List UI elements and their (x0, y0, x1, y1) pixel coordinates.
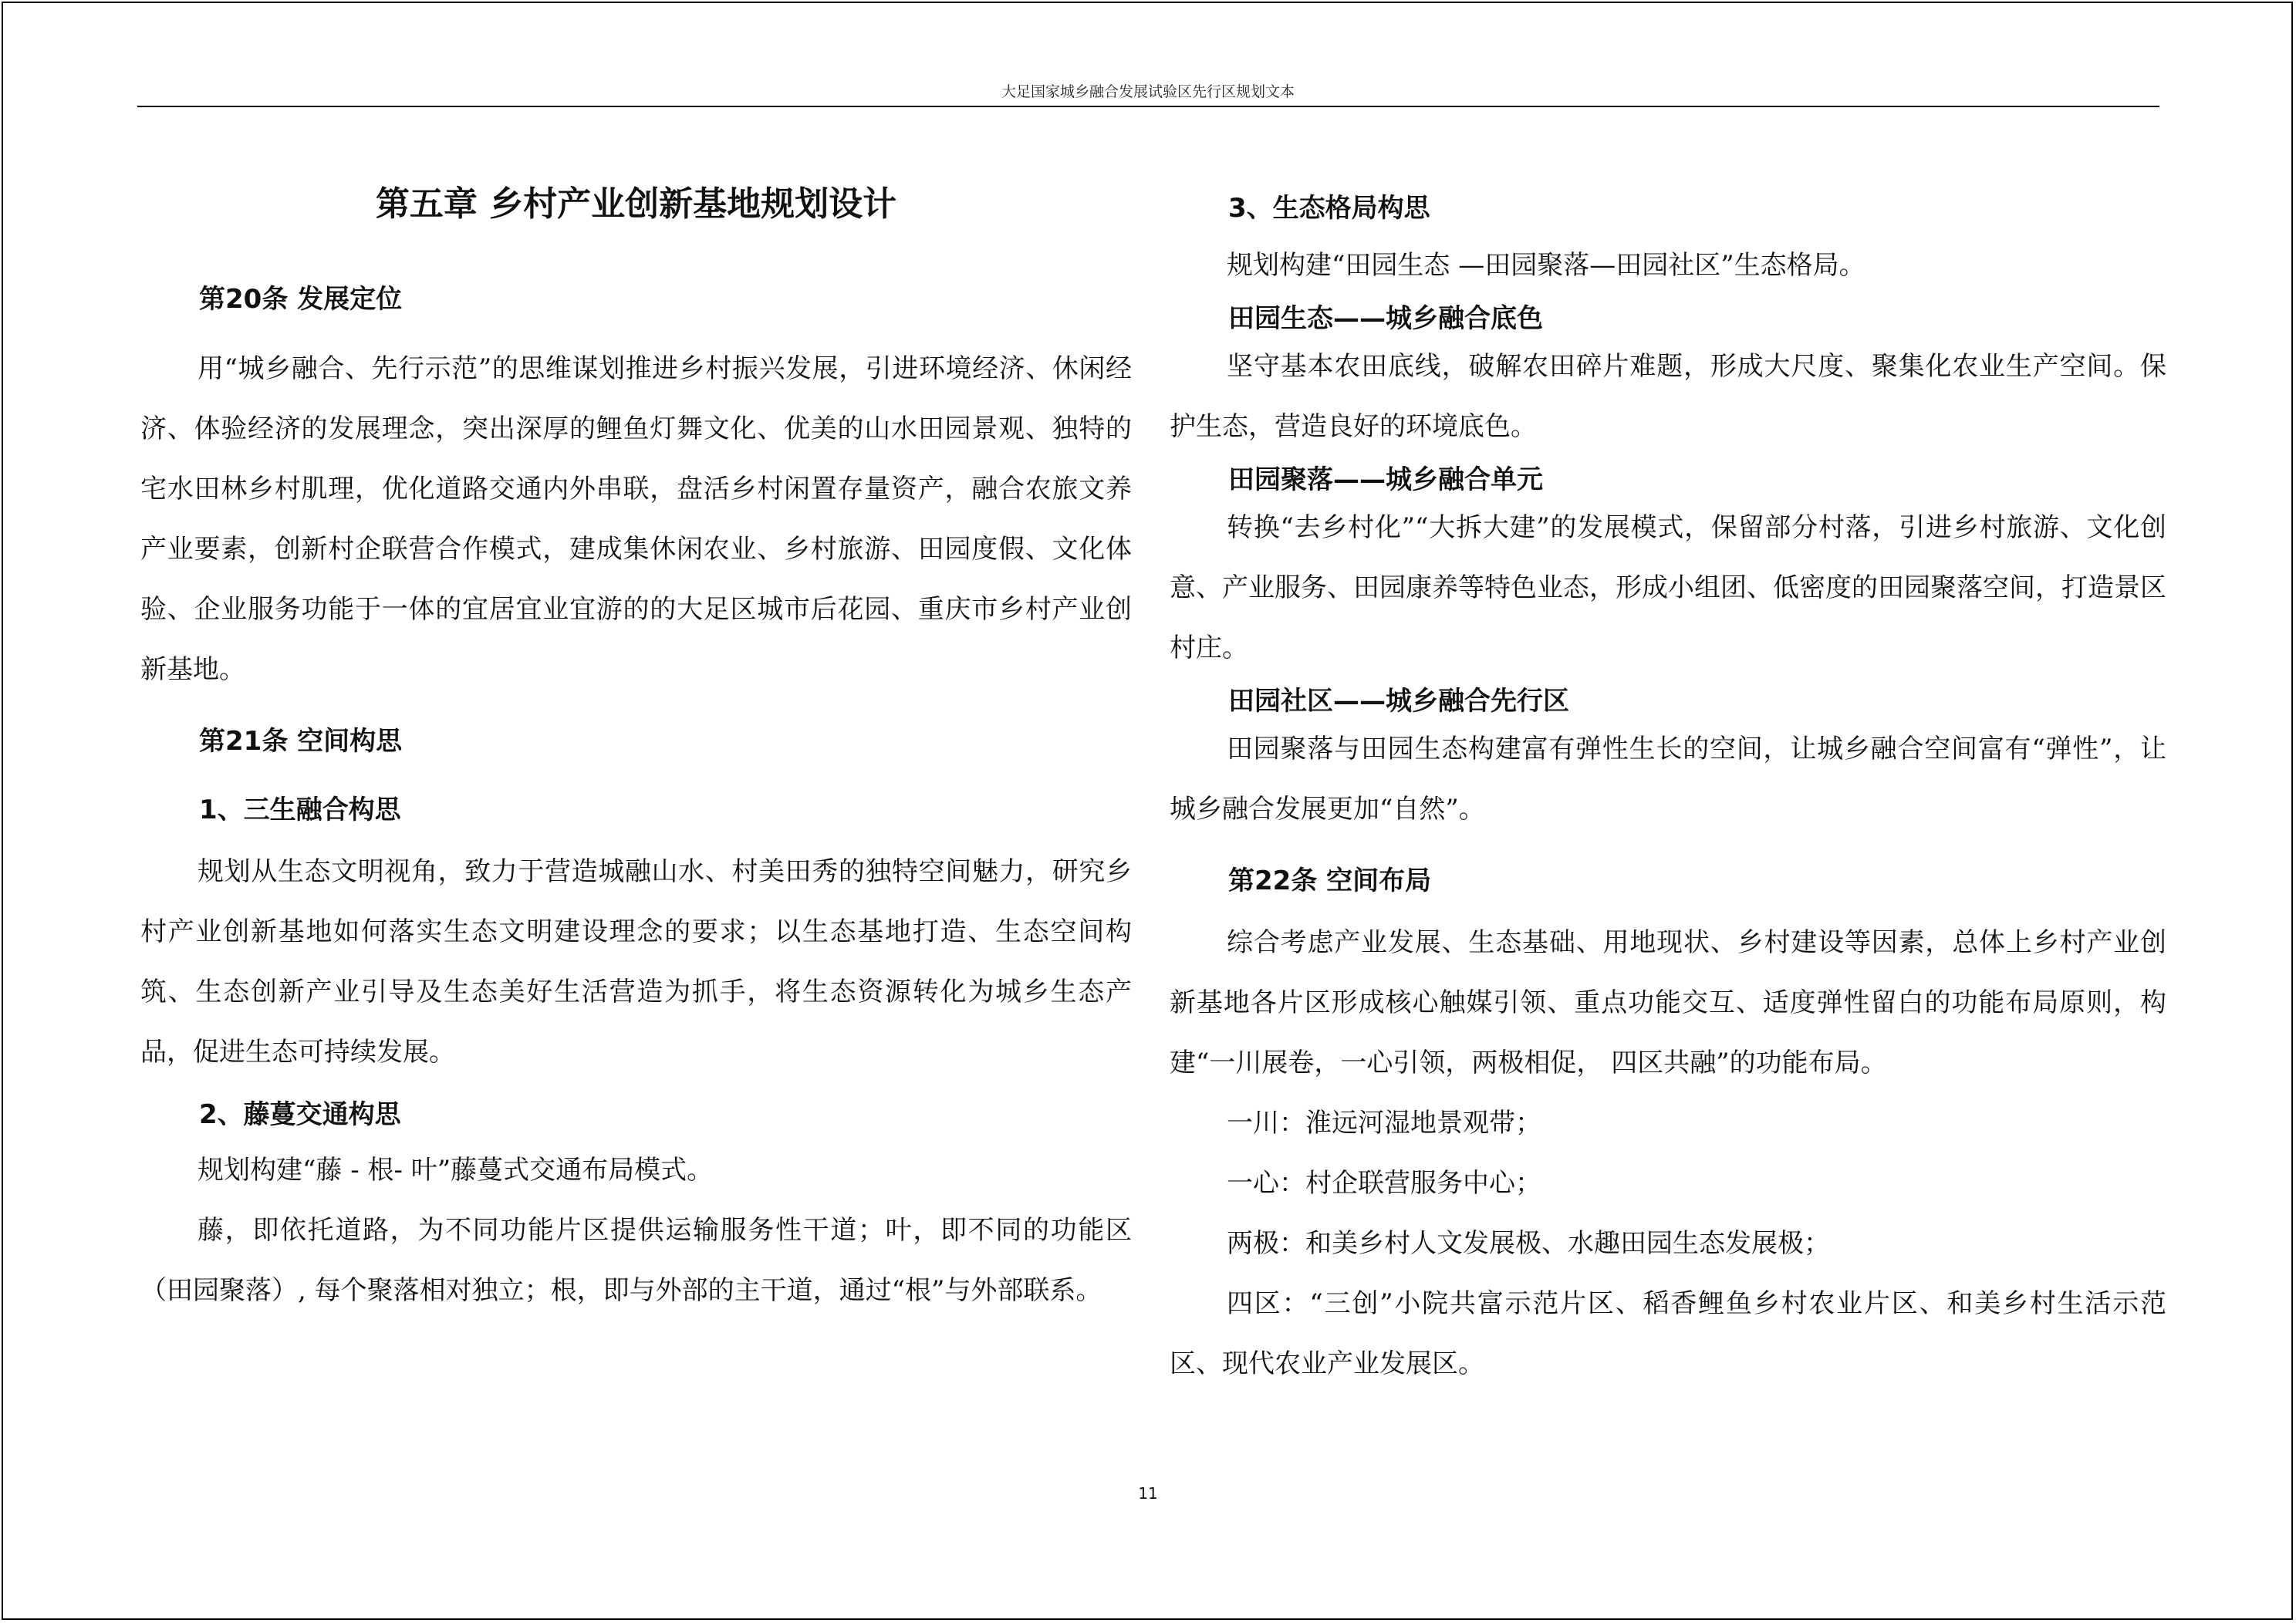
article-21-title: 第21条 空间构思 (199, 726, 403, 757)
section-2-para-2: 藤，即依托道路，为不同功能片区提供运输服务性干道；叶，即不同的功能区（田园聚落）, 每个聚落相对独立；根，即与外部的主干道，通过“根”与外部联系。 (140, 1215, 1132, 1306)
community-title: 田园社区——城乡融合先行区 (1228, 686, 1569, 717)
article-22-title: 第22条 空间布局 (1228, 865, 1432, 896)
layout-item-4: 四区：“三创”小院共富示范片区、稻香鲤鱼乡村农业片区、和美乡村生活示范区、现代农业产业发展区。 (1170, 1288, 2166, 1379)
section-3-body: 规划构建“田园生态 —田园聚落—田园社区”生态格局。 (1227, 250, 1866, 281)
section-3-title: 3、生态格局构思 (1228, 193, 1430, 224)
eco-body: 坚守基本农田底线，破解农田碎片难题，形成大尺度、聚集化农业生产空间。保护生态，营造良好的环境底色。 (1170, 351, 2166, 442)
page-number: 11 (1138, 1484, 1158, 1503)
section-1-body: 规划从生态文明视角，致力于营造城融山水、村美田秀的独特空间魅力，研究乡村产业创新基地如何落实生态文明建设理念的要求；以生态基地打造、生态空间构筑、生态创新产业引导及生态美好生活营造为抓手，将生态资源转化为城乡生态产品，促进生态可持续发展。 (140, 856, 1132, 1068)
right-column (1170, 185, 2166, 1394)
layout-item-3: 两极：和美乡村人文发展极、水趣田园生态发展极； (1227, 1228, 1830, 1259)
header-title: 大足国家城乡融合发展试验区先行区规划文本 (1001, 83, 1295, 100)
section-2-para-1: 规划构建“藤 - 根- 叶”藤蔓式交通布局模式。 (198, 1155, 714, 1186)
section-1-title: 1、三生融合构思 (199, 795, 401, 825)
header-rule (137, 106, 2159, 107)
article-20-body: 用“城乡融合、先行示范”的思维谋划推进乡村振兴发展，引进环境经济、休闲经济、体验经济的发展理念，突出深厚的鲤鱼灯舞文化、优美的山水田园景观、独特的宅水田林乡村肌理，优化道路交通内外串联，盘活乡村闲置存量资产，融合农旅文养产业要素，创新村企联营合作模式，建成集休闲农业、乡村旅游、田园度假、文化体验、企业服务功能于一体的宜居宜业宜游的的大足区城市后花园、重庆市乡村产业创新基地。 (140, 353, 1132, 685)
eco-title: 田园生态——城乡融合底色 (1228, 303, 1543, 334)
article-20-title: 第20条 发展定位 (199, 284, 403, 315)
left-column (140, 185, 1132, 1321)
cluster-body: 转换“去乡村化”“大拆大建”的发展模式，保留部分村落，引进乡村旅游、文化创意、产业服务、田园康养等特色业态，形成小组团、低密度的田园聚落空间，打造景区村庄。 (1170, 512, 2166, 663)
community-body: 田园聚落与田园生态构建富有弹性生长的空间，让城乡融合空间富有“弹性”，让城乡融合发展更加“自然”。 (1170, 734, 2166, 825)
chapter-title: 第五章 乡村产业创新基地规划设计 (375, 184, 897, 224)
article-22-body: 综合考虑产业发展、生态基础、用地现状、乡村建设等因素，总体上乡村产业创新基地各片区形成核心触媒引领、重点功能交互、适度弹性留白的功能布局原则，构建“一川展卷，一心引领，两极相促， 四区共融”的功能布局。 (1170, 927, 2166, 1078)
layout-item-1: 一川：淮远河湿地景观带； (1227, 1108, 1541, 1139)
section-2-title: 2、藤蔓交通构思 (199, 1099, 401, 1130)
cluster-title: 田园聚落——城乡融合单元 (1228, 464, 1543, 495)
layout-item-2: 一心：村企联营服务中心； (1227, 1168, 1541, 1199)
